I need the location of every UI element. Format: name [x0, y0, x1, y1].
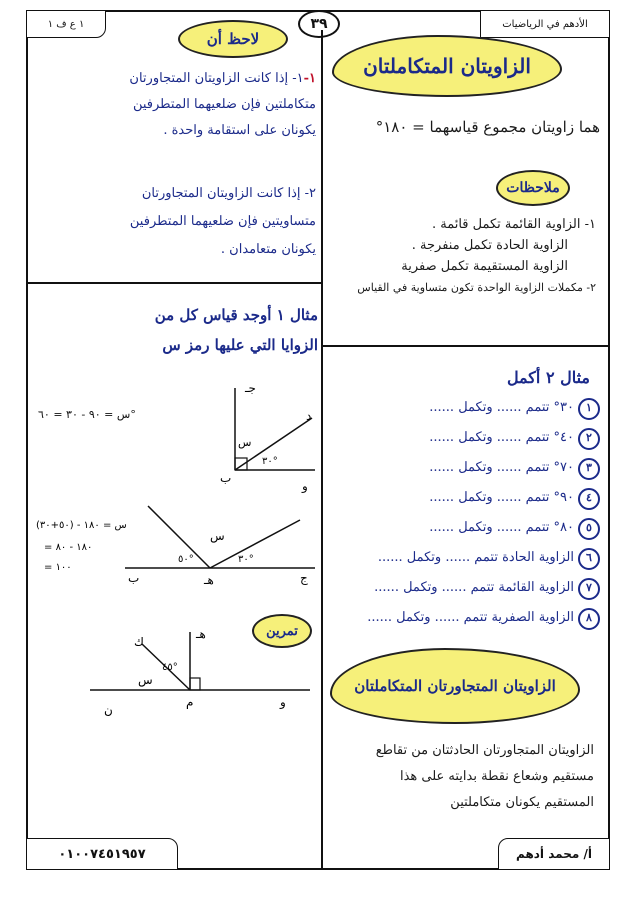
diagram-2-solution-2: = ١٨٠ - ٨٠	[44, 542, 93, 553]
diagram-2-solution-1: س = ١٨٠ - (٥٠+٣٠)	[36, 520, 127, 531]
adjacent-text	[332, 738, 594, 816]
diagram-3-right-angle	[190, 678, 200, 690]
adjacent-title: الزاويتان المتجاورتان المتكاملتان	[354, 677, 556, 695]
example-item-5: ٥٨٠° تتمم ...... وتكمل ......	[429, 518, 600, 540]
notice-1-line-3: يكونان على استقامة واحدة .	[163, 123, 316, 138]
diagram-1	[30, 380, 320, 500]
diagram-2-right-label: ج	[300, 571, 308, 585]
example-1-header	[36, 300, 318, 360]
example-item-6: ٦الزاوية الحادة تتمم ...... وتكمل ......	[378, 548, 600, 570]
diagram-1-ray-label: د	[306, 409, 312, 423]
diagram-2	[30, 500, 320, 590]
diagram-3-ray-label: ك	[134, 635, 144, 649]
note-item-2: الزاوية الحادة تكمل منفرجة .	[411, 238, 568, 253]
diagram-3	[30, 623, 320, 726]
diagram-3-left-label: ن	[104, 703, 113, 717]
definition-text: هما زاويتان مجموع قياسهما = ١٨٠°	[375, 118, 600, 136]
diagram-3-right-label: و	[280, 695, 286, 709]
example-item-8: ٨الزاوية الصفرية تتمم ...... وتكمل ......	[367, 608, 600, 630]
footer-author	[498, 838, 610, 870]
example-1-line-1: مثال ١ أوجد قياس كل من	[154, 306, 318, 324]
example-1-line-2: الزوايا التي عليها رمز س	[162, 336, 318, 354]
notes-title-cloud	[496, 170, 570, 206]
diagram-1-vertex-label: ب	[220, 471, 232, 485]
diagram-2-vertex-label: هـ	[204, 573, 214, 587]
diagram-2-right-ray	[210, 520, 300, 568]
notice-1	[34, 66, 316, 144]
note-item-4: ٢- مكملات الزاوية الواحدة تكون متساوية في القياس	[357, 281, 596, 294]
left-divider-1	[26, 282, 322, 284]
diagram-2-angle-b: ٣٠°	[238, 554, 254, 565]
right-main-title: الزاويتان المتكاملتان	[363, 54, 531, 78]
notice-1-line-1: ١-١- إذا كانت الزاويتان المتجاورتان	[129, 71, 316, 86]
header-left-code	[26, 10, 106, 38]
example-item-1: ١٣٠° تتمم ...... وتكمل ......	[429, 398, 600, 420]
page-number	[298, 10, 340, 38]
note-item-3: الزاوية المستقيمة تكمل صفرية	[401, 259, 568, 274]
notice-2	[34, 180, 316, 264]
diagram-2-angle-a: ٥٠°	[178, 554, 194, 565]
diagram-2-solution-3: = ١٠٠	[44, 562, 72, 573]
right-divider-1	[321, 345, 610, 347]
notes-title: ملاحظات	[506, 180, 560, 196]
diagram-1-solution: س = ٩٠ - ٣٠ = ٦٠°	[38, 408, 136, 421]
example-2-title: مثال ٢ أكمل	[506, 368, 590, 387]
footer-phone	[26, 838, 178, 870]
column-divider	[321, 30, 323, 870]
notice-2-line-1: ٢- إذا كانت الزاويتان المتجاورتان	[141, 186, 316, 201]
diagram-3-vertex-label: م	[186, 695, 194, 709]
example-item-2: ٢٤٠° تتمم ...... وتكمل ......	[429, 428, 600, 450]
exercise-title: تمرين	[266, 623, 298, 639]
notice-1-line-2: متكاملتين فإن ضلعيهما المتطرفين	[132, 97, 316, 112]
notice-2-line-2: متساويتين فإن ضلعيهما المتطرفين	[129, 214, 316, 229]
footer-phone-text: ٠١٠٠٧٤٥١٩٥٧	[58, 846, 146, 862]
diagram-3-angle-x: س	[138, 673, 153, 687]
diagram-2-angle-x: س	[210, 529, 225, 543]
notice-title-cloud	[178, 20, 288, 58]
adjacent-line-1: الزاويتان المتجاورتان الحادثتان من تقاطع	[375, 743, 594, 758]
diagram-3-top-label: هـ	[196, 627, 206, 641]
notes-list	[326, 214, 596, 298]
header-right-text: الأدهم في الرياضيات	[502, 18, 588, 30]
notice-title: لاحظ أن	[206, 30, 260, 48]
note-item-1: ١- الزاوية القائمة تكمل قائمة .	[431, 217, 596, 232]
diagram-1-right-label: و	[302, 479, 308, 493]
diagram-1-top-label: جـ	[245, 381, 256, 395]
diagram-1-angle-x: س	[238, 436, 252, 449]
page-number-text: ٣٩	[310, 16, 328, 32]
diagram-1-angle-given: ٣٠°	[262, 456, 278, 467]
adjacent-line-2: مستقيم وشعاع نقطة بدايته على هذا	[399, 769, 594, 784]
example-item-7: ٧الزاوية القائمة تتمم ...... وتكمل ......	[374, 578, 600, 600]
footer-author-text: أ/ محمد أدهم	[516, 847, 592, 861]
header-right-label	[480, 10, 610, 38]
adjacent-line-3: المستقيم يكونان متكاملتين	[450, 795, 594, 810]
notice-2-line-3: يكونان متعامدان .	[220, 242, 316, 257]
example-item-3: ٣٧٠° تتمم ...... وتكمل ......	[429, 458, 600, 480]
header-left-code-text: ١ ع ف ١	[47, 18, 85, 30]
example-item-4: ٤٩٠° تتمم ...... وتكمل ......	[429, 488, 600, 510]
diagram-2-left-label: ب	[128, 571, 140, 585]
diagram-3-angle-a: ٤٥°	[162, 662, 178, 673]
